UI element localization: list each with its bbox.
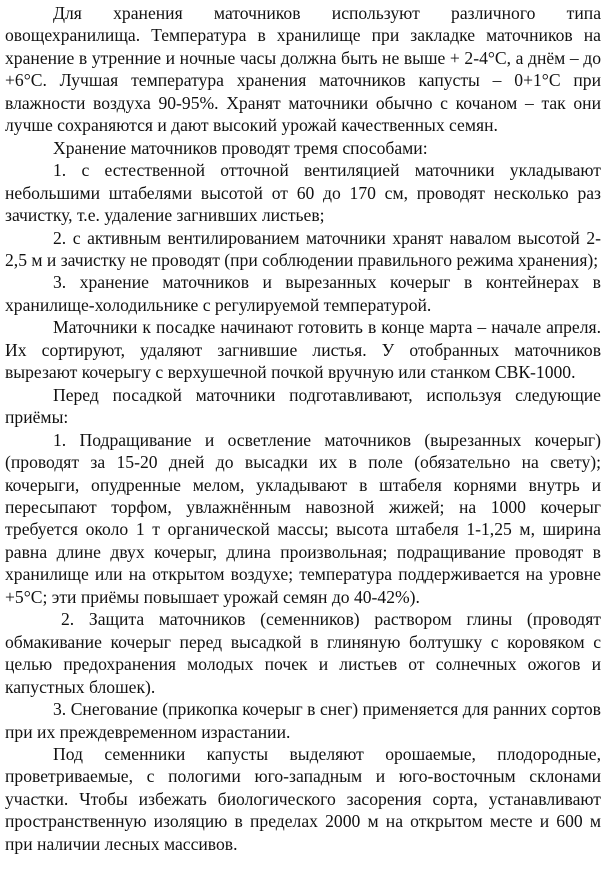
paragraph-techniques-intro: Перед посадкой маточники подготавливают, используя следующие приёмы: xyxy=(5,384,601,428)
paragraph-seed-plot-selection: Под семенники капусты выделяют орошаемые, плодородные, проветриваемые, с пологими юго-западным и юго-восточным склонами участки. Чтобы избежать биологического засорения сорта, устанавливают пространственную изоляцию в пределах 2000 м на открытом месте и 600 м при наличии лесных массивов. xyxy=(5,743,601,854)
list-item-clay-protection: 2. Защита маточников (семенников) раствором глины (проводят обмакивание кочерыг перед высадкой в глиняную болтушку с коровяком с целью предохранения молодых почек и листьев от солнечных ожогов и капустных блошек). xyxy=(5,609,601,697)
paragraph-storage-conditions: Для хранения маточников используют различного типа овощехранилища. Температура в хранилище при закладке маточников на хранение в утренние и ночные часы должна быть не выше + 2-4°С, а днём – до +6°С. Лучшая температура хранения маточников капусты – 0+1°С при влажности воздуха 90-95%. Хранят маточники обычно с кочаном – так они лучше сохраняются и дают высокий урожай качественных семян. xyxy=(5,3,601,136)
list-item-natural-ventilation: 1. с естественной отточной вентиляцией маточники укладывают небольшими штабелями высотой от 60 до 170 см, проводят несколько раз зачистку, т.е. удаление загнивших листьев; xyxy=(5,160,601,226)
list-item-snow-covering: 3. Снегование (прикопка кочерыг в снег) применяется для ранних сортов при их преждевременном израстании. xyxy=(5,699,601,742)
list-item-growing-lightening: 1. Подращивание и осветление маточников (вырезанных кочерыг) (проводят за 15-20 дней до высадки их в поле (обязательно на свету); кочерыги, опудренные мелом, укладывают в штабеля корнями внутрь и пересыпают торфом, увлажнённым навозной жижей; на 1000 кочерыг требуется около 1 т органической массы; высота штабеля 1-1,25 м, ширина равна длине двух кочерыг, длина произвольная; подращивание проводят в хранилище или на открытом воздухе; температура поддерживается на уровне +5°С; эти приёмы повышает урожай семян до 40-42%). xyxy=(5,429,601,607)
paragraph-planting-preparation: Маточники к посадке начинают готовить в конце марта – начале апреля. Их сортируют, удаляют загнившие листья. У отобранных маточников вырезают кочерыгу с верхушечной почкой вручную или станком СВК-1000. xyxy=(5,317,601,383)
list-item-active-ventilation: 2. с активным вентилированием маточники хранят навалом высотой 2-2,5 м и зачистку не проводят (при соблюдении правильного режима хранения); xyxy=(5,227,601,270)
paragraph-storage-methods-intro: Хранение маточников проводят тремя способами: xyxy=(53,137,428,158)
list-item-container-storage: 3. хранение маточников и вырезанных кочерыг в контейнерах в хранилище-холодильнике с регулируемой температурой. xyxy=(5,272,601,315)
